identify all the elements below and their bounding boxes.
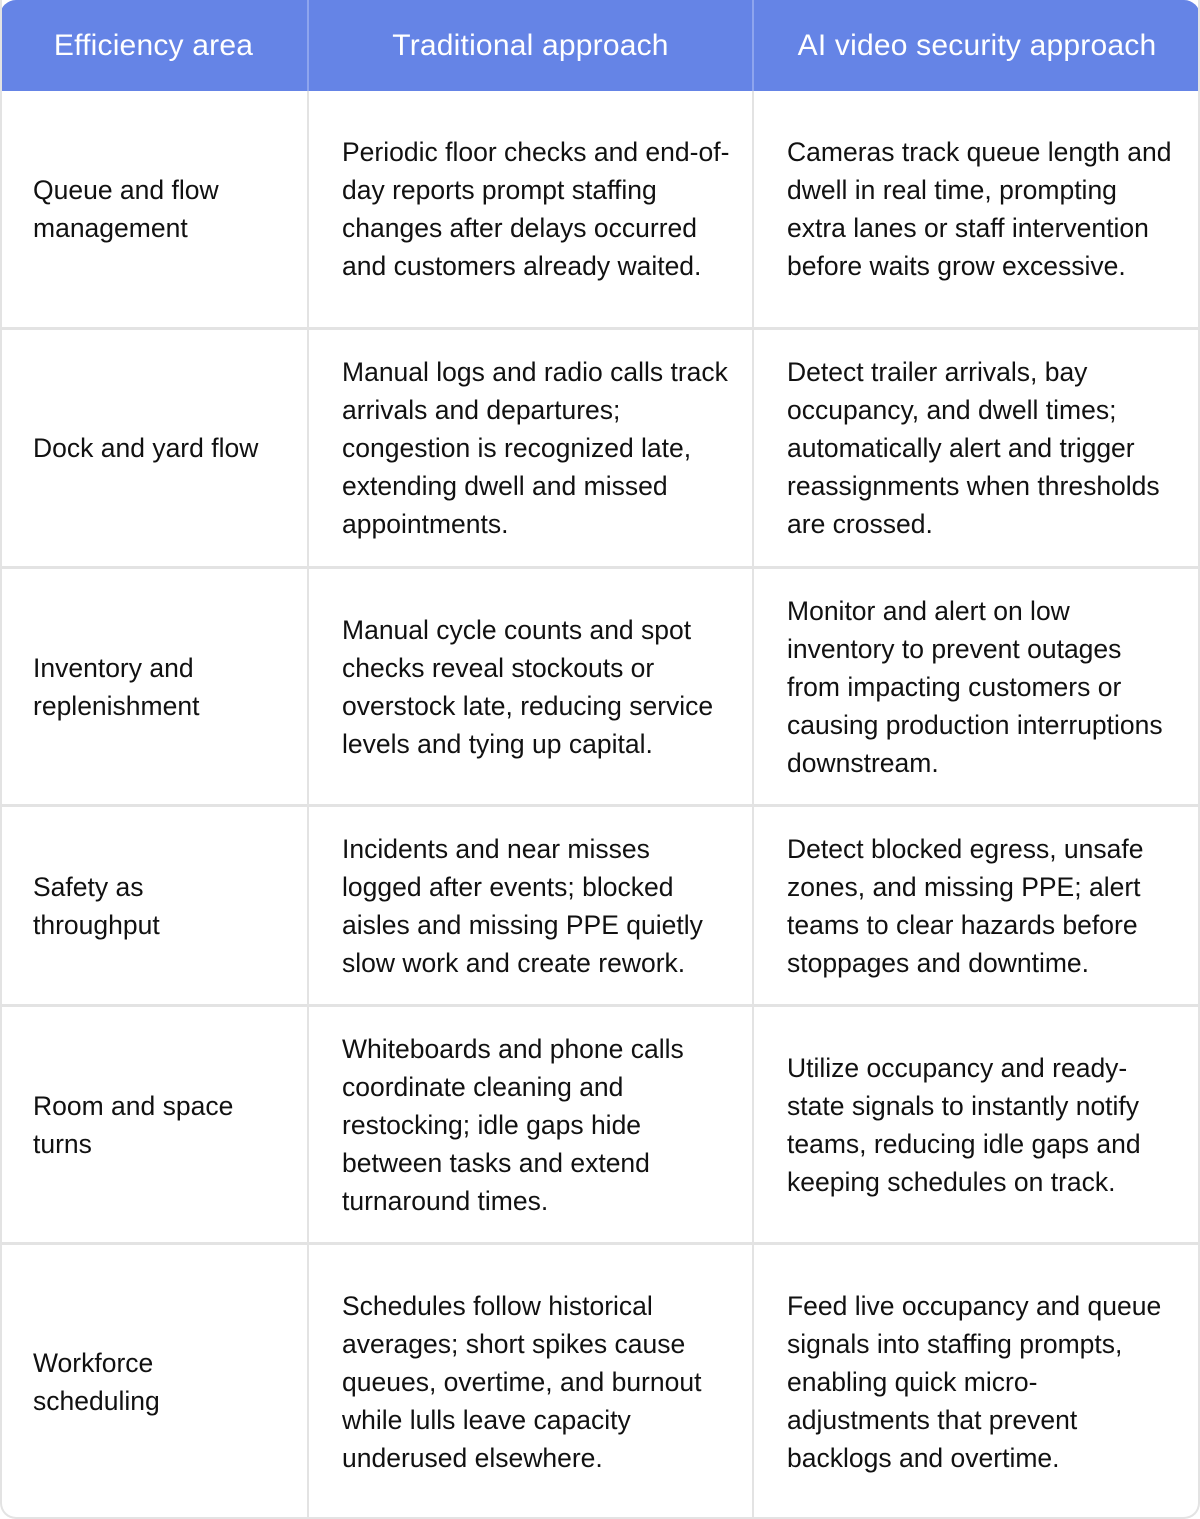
table-header-row <box>0 0 1200 91</box>
row-area-label: Workforce scheduling <box>33 1348 160 1416</box>
table-row <box>2 566 1198 804</box>
table-row <box>2 1004 1198 1242</box>
cell-area <box>2 1245 307 1519</box>
cell-traditional <box>307 569 752 804</box>
row-traditional-text: Incidents and near misses logged after events; blocked aisles and missing PPE quietly slow work and create rework. <box>342 833 703 978</box>
cell-ai <box>752 807 1198 1004</box>
row-traditional-text: Manual cycle counts and spot checks reveal stockouts or overstock late, reducing service levels and tying up capital. <box>342 614 714 759</box>
cell-ai <box>752 569 1198 804</box>
row-traditional-text: Manual logs and radio calls track arrivals and departures; congestion is recognized late, extending dwell and missed appointments. <box>342 357 728 539</box>
row-ai-text: Cameras track queue length and dwell in real time, prompting extra lanes or staff intervention before waits grow excessive. <box>787 137 1172 281</box>
row-area-label: Safety as throughput <box>33 871 160 940</box>
cell-area <box>2 91 307 327</box>
row-area-label: Room and space turns <box>33 1090 234 1159</box>
cell-ai <box>752 1007 1198 1242</box>
cell-ai <box>752 91 1198 327</box>
row-ai-text: Detect trailer arrivals, bay occupancy, and dwell times; automatically alert and trigger reassignments when thresholds are crossed. <box>787 357 1160 539</box>
cell-ai <box>752 330 1198 566</box>
cell-traditional <box>307 807 752 1004</box>
table-row <box>2 327 1198 566</box>
table-row <box>2 804 1198 1004</box>
row-ai-text: Feed live occupancy and queue signals into staffing prompts, enabling quick micro-adjustments that prevent backlogs and overtime. <box>787 1291 1162 1473</box>
row-traditional-text: Whiteboards and phone calls coordinate cleaning and restocking; idle gaps hide between tasks and extend turnaround times. <box>342 1033 684 1216</box>
row-ai-text: Detect blocked egress, unsafe zones, and missing PPE; alert teams to clear hazards before stoppages and downtime. <box>787 833 1144 978</box>
cell-area <box>2 330 307 566</box>
cell-traditional <box>307 91 752 327</box>
cell-ai <box>752 1245 1198 1519</box>
row-ai-text: Utilize occupancy and ready-state signals to instantly notify teams, reducing idle gaps and keeping schedules on track. <box>787 1052 1141 1197</box>
cell-traditional <box>307 330 752 566</box>
header-ai-approach: AI video security approach <box>752 0 1200 91</box>
row-traditional-text: Periodic floor checks and end-of-day reports prompt staffing changes after delays occurred and customers already waited. <box>342 137 730 281</box>
row-area-label: Queue and flow management <box>33 175 219 243</box>
cell-traditional <box>307 1007 752 1242</box>
cell-area <box>2 807 307 1004</box>
cell-traditional <box>307 1245 752 1519</box>
row-area-label: Dock and yard flow <box>33 433 259 463</box>
header-efficiency-area: Efficiency area <box>53 28 254 62</box>
header-traditional-approach: Traditional approach <box>307 0 752 91</box>
table-row <box>2 91 1198 327</box>
row-traditional-text: Schedules follow historical averages; short spikes cause queues, overtime, and burnout while lulls leave capacity underused elsewhere. <box>342 1291 702 1473</box>
table-row <box>2 1242 1198 1519</box>
row-ai-text: Monitor and alert on low inventory to prevent outages from impacting customers or causing production interruptions downstream. <box>787 595 1163 778</box>
cell-area <box>2 569 307 804</box>
row-area-label: Inventory and replenishment <box>33 652 200 721</box>
cell-area <box>2 1007 307 1242</box>
